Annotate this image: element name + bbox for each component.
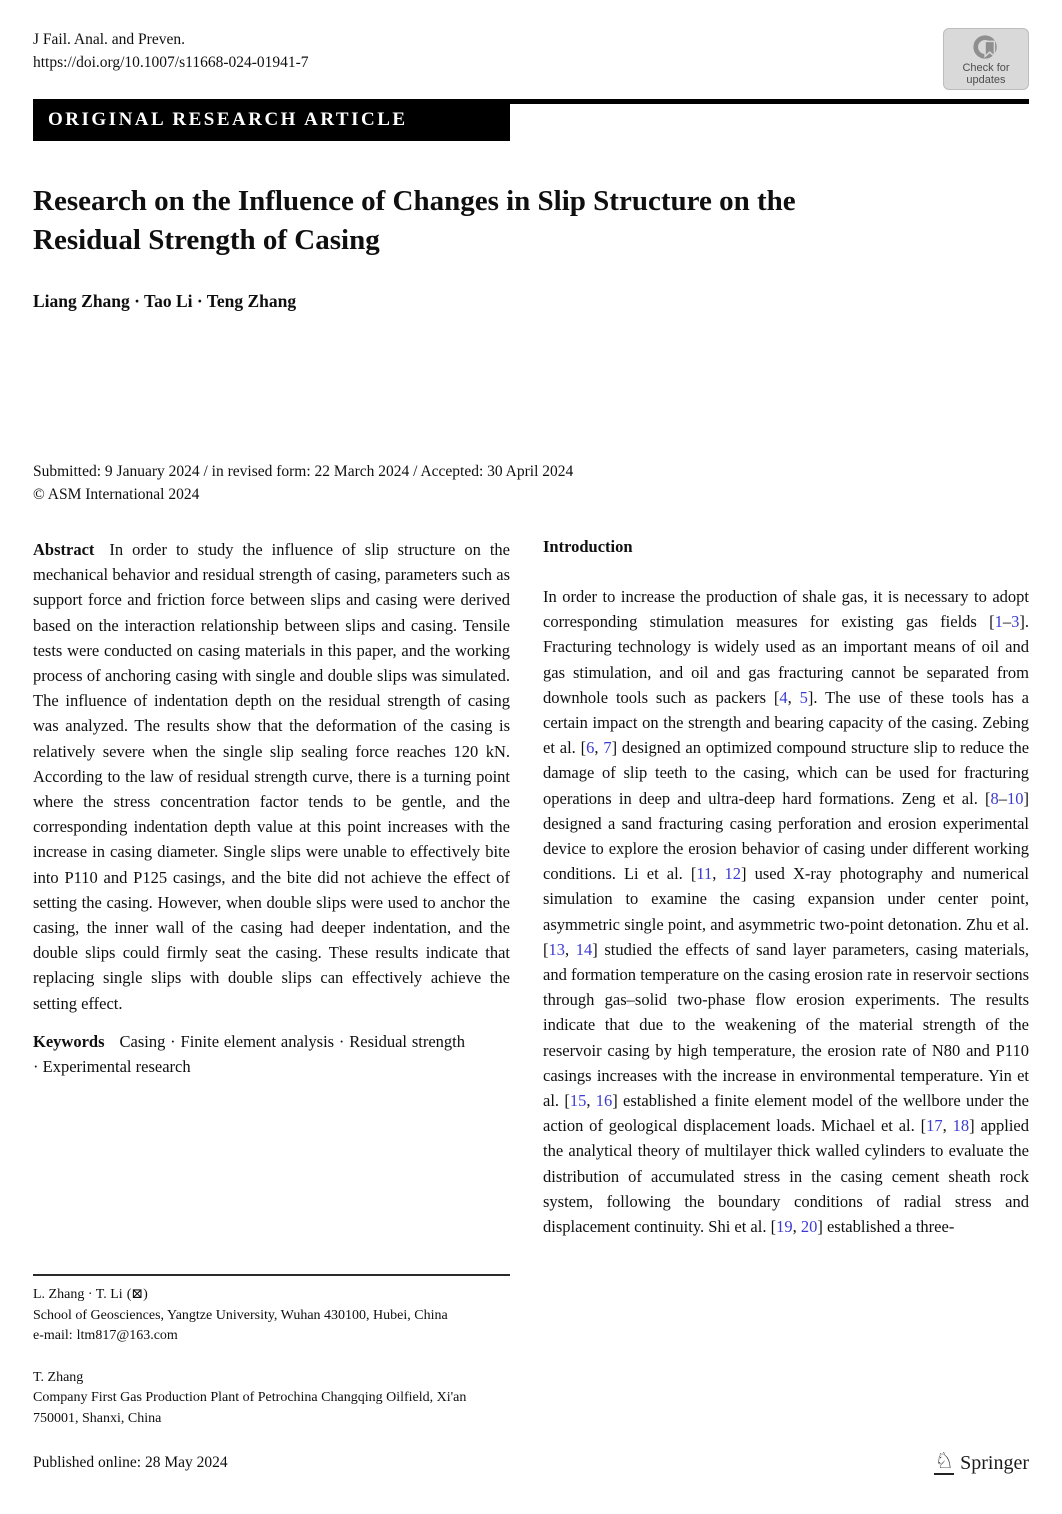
header	[33, 28, 1029, 90]
springer-horse-icon: ♘	[934, 1448, 955, 1473]
submission-dates	[33, 460, 573, 506]
citation-link[interactable]: 19	[776, 1217, 793, 1237]
email-link[interactable]: ltm817@163.com	[76, 1328, 178, 1343]
citation-link[interactable]: 7	[603, 738, 612, 758]
abstract-heading: Abstract	[33, 540, 95, 559]
affiliation-block-2	[33, 1368, 510, 1430]
content-columns	[33, 537, 1029, 1429]
page-footer	[33, 1450, 1029, 1475]
keywords	[33, 1029, 465, 1079]
page-title: Research on the Influence of Changes in Slip Structure on the Residual Strength of Casing	[33, 185, 796, 256]
citation-link[interactable]: 18	[952, 1116, 970, 1136]
introduction-heading: Introduction	[543, 537, 633, 556]
citation-link[interactable]: 3	[1011, 612, 1020, 632]
email-line	[33, 1326, 497, 1347]
citation-link[interactable]: 17	[926, 1116, 943, 1136]
citation-link[interactable]: 4	[779, 687, 788, 707]
correspondence-block	[33, 1285, 510, 1347]
citation-link[interactable]: 8	[990, 788, 999, 808]
footnotes	[33, 1274, 510, 1429]
doi-link[interactable]: https://doi.org/10.1007/s11668-024-01941-7	[33, 54, 309, 71]
citation-link[interactable]: 10	[1007, 788, 1024, 808]
published-online: Published online: 28 May 2024	[33, 1453, 228, 1471]
journal-name: J Fail. Anal. and Preven.	[33, 31, 185, 48]
envelope-icon: (⊠)	[126, 1287, 148, 1302]
citation-link[interactable]: 14	[575, 939, 593, 959]
dates-line: Submitted: 9 January 2024 / in revised form: 22 March 2024 / Accepted: 30 April 2024	[33, 463, 574, 480]
citation-link[interactable]: 20	[800, 1217, 818, 1237]
right-column	[543, 537, 1029, 1429]
keywords-text: Casing · Finite element analysis · Residual strength · Experimental research	[33, 1031, 465, 1077]
check-updates-label: Check for updates	[962, 61, 1010, 86]
publisher-name: Springer	[960, 1452, 1029, 1474]
author-2-name: T. Zhang	[33, 1369, 84, 1385]
citation-link[interactable]: 12	[724, 864, 742, 884]
left-column	[33, 537, 510, 1429]
authors-line: Liang Zhang · Tao Li · Teng Zhang	[33, 291, 297, 311]
header-rule	[510, 99, 1029, 104]
copyright-line: © ASM International 2024	[33, 486, 200, 503]
journal-header	[33, 28, 309, 74]
citation-link[interactable]: 1	[994, 612, 1003, 632]
abstract-text: In order to study the influence of slip structure on the mechanical behavior and residual strength of casing, parameters such as support force and friction force between slips and casing were derived based on the interaction relationship between slips and casing. Tensile tests were conducted on casing materials in this paper, and the working process of anchoring casing with single and double slips was simulated. The influence of indentation depth on the residual strength of casing was analyzed. The results show that the deformation of the casing is relatively severe when the single slip sealing force reaches 120 kN. According to the law of residual strength curve, there is a turning point where the stress concentration factor tends to be gentle, and the corresponding indentation depth value at this point increases with the increase in casing diameter. Single slips were unable to effectively bite into P110 and P125 casings, and the bite did not achieve the effect of setting the casing. However, when double slips were used to anchor the casing, the inner wall of the casing had deeper indentation, and the double slips could firmly seat the casing. These results indicate that replacing single slips with double slips can effectively achieve the setting effect.	[33, 540, 510, 1013]
correspondence-authors: L. Zhang · T. Li (⊠)	[33, 1287, 148, 1302]
citation-link[interactable]: 5	[799, 687, 808, 707]
citation-link[interactable]: 13	[548, 939, 565, 959]
check-updates-icon	[972, 33, 1000, 61]
citation-link[interactable]: 16	[595, 1091, 613, 1111]
keywords-heading: Keywords	[33, 1031, 105, 1051]
springer-logo	[934, 1450, 1029, 1475]
email-label: e-mail:	[33, 1328, 73, 1343]
check-for-updates-button[interactable]	[943, 28, 1029, 90]
citation-link[interactable]: 15	[569, 1091, 587, 1111]
banner-row	[33, 99, 1029, 141]
introduction-paragraph: In order to increase the production of shale gas, it is necessary to adopt corresponding stimulation measures for existing gas fields [1–3]. Fracturing technology is widely used as an important means of oil and gas stimulation, and oil and gas fracturing cannot be separated from downhole tools such as packers [4, 5]. The use of these tools has a certain impact on the strength and bearing capacity of the casing. Zebing et al. [6, 7] designed an optimized compound structure slip to reduce the damage of slip teeth to the casing, which can be used for fracturing operations in deep and ultra-deep hard formations. Zeng et al. [8–10] designed a sand fracturing casing perforation and erosion experimental device to explore the erosion behavior of casing under different working conditions. Li et al. [11, 12] used X-ray photography and numerical simulation to examine the casing expansion under center point, asymmetric single point, and asymmetric two-point detonation. Zhu et al. [13, 14] studied the effects of sand layer parameters, casing materials, and formation temperature on the casing erosion rate in reservoir sections through gas–solid two-phase flow erosion experiments. The results indicate that due to the weakening of the material strength of the reservoir casing by high temperature, the erosion rate of N80 and P110 casings increases with the increase in environmental temperature. Yin et al. [15, 16] established a finite element model of the wellbore under the action of geological displacement loads. Michael et al. [17, 18] applied the analytical theory of multilayer thick walled cylinders to evaluate the distribution of accumulated stress in the casing cement sheath rock system, following the boundary conditions of radial stress and displacement continuity. Shi et al. [19, 20] established a three-	[543, 587, 1030, 1237]
citation-link[interactable]: 6	[586, 738, 595, 758]
article-type-banner: ORIGINAL RESEARCH ARTICLE	[33, 99, 510, 141]
affiliation-2: Company First Gas Production Plant of Petrochina Changqing Oilfield, Xi'an 750001, Shanxi, China	[33, 1390, 467, 1426]
affiliation-1: School of Geosciences, Yangtze University, Wuhan 430100, Hubei, China	[33, 1307, 448, 1323]
abstract	[33, 537, 510, 1016]
citation-link[interactable]: 11	[696, 864, 713, 884]
